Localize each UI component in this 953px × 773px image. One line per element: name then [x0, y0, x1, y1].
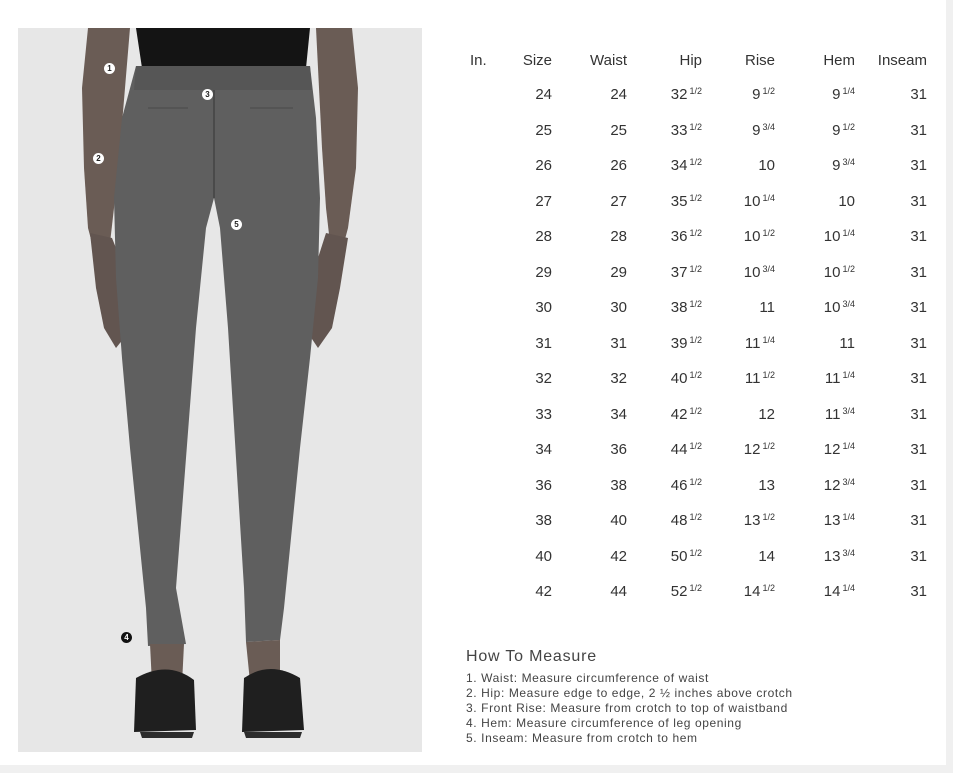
cell-rise-value: 14	[743, 583, 761, 601]
measure-marker-3: 3	[202, 89, 213, 100]
cell-inseam-value: 31	[910, 121, 927, 139]
cell-size-value: 29	[535, 263, 552, 281]
cell-hem-value: 11	[839, 334, 855, 352]
cell-inseam	[855, 184, 927, 220]
cell-rise	[702, 503, 775, 539]
table-row	[460, 184, 927, 220]
cell-rise	[702, 432, 775, 468]
cell-size	[506, 326, 552, 362]
how-to-measure-item: 1. Waist: Measure circumference of waist	[466, 671, 709, 685]
cell-inseam-value: 31	[910, 263, 927, 281]
cell-unit	[460, 361, 506, 397]
cell-inseam	[855, 113, 927, 149]
cell-size	[506, 574, 552, 610]
cell-size-value: 26	[535, 157, 552, 175]
cell-size-value: 25	[535, 121, 552, 139]
cell-waist	[552, 503, 627, 539]
header-unit: In.	[470, 51, 487, 69]
cell-inseam-value: 31	[910, 583, 927, 601]
cell-unit	[460, 77, 506, 113]
cell-hip-value: 50	[670, 547, 688, 565]
cell-hip-fraction: 1/2	[689, 299, 702, 310]
cell-hip-value: 52	[670, 583, 688, 601]
cell-hem-value: 10	[823, 228, 841, 246]
cell-inseam	[855, 77, 927, 113]
cell-rise	[702, 397, 775, 433]
cell-hip-fraction: 1/2	[689, 547, 702, 558]
cell-waist	[552, 539, 627, 575]
cell-hem-fraction: 1/2	[842, 263, 855, 274]
cell-hip-value: 38	[670, 299, 688, 317]
cell-unit	[460, 397, 506, 433]
cell-inseam-value: 31	[910, 512, 927, 530]
how-to-measure-item: 3. Front Rise: Measure from crotch to top of waistband	[466, 701, 788, 715]
cell-inseam	[855, 148, 927, 184]
cell-hip-fraction: 1/2	[689, 441, 702, 452]
cell-hem-value: 12	[823, 476, 841, 494]
cell-size	[506, 290, 552, 326]
cell-hip	[627, 432, 702, 468]
cell-hem-fraction: 3/4	[842, 157, 855, 168]
cell-hem-value: 9	[832, 121, 841, 139]
table-header-row	[460, 43, 927, 77]
table-row	[460, 113, 927, 149]
cell-hem-value: 11	[824, 405, 841, 423]
table-row	[460, 77, 927, 113]
cell-size-value: 27	[535, 192, 552, 210]
cell-hip	[627, 184, 702, 220]
cell-hip	[627, 361, 702, 397]
header-size: Size	[522, 51, 552, 69]
cell-inseam	[855, 503, 927, 539]
cell-hem	[775, 219, 855, 255]
cell-hem	[775, 326, 855, 362]
cell-hip	[627, 290, 702, 326]
cell-inseam-value: 31	[910, 405, 927, 423]
cell-hem-value: 13	[823, 547, 841, 565]
cell-hem-fraction: 1/4	[842, 583, 855, 594]
cell-size-value: 33	[535, 405, 552, 423]
cell-waist-value: 30	[610, 299, 627, 317]
cell-size	[506, 255, 552, 291]
cell-hem-fraction: 3/4	[842, 405, 855, 416]
cell-hip-fraction: 1/2	[689, 192, 702, 203]
cell-rise	[702, 539, 775, 575]
header-rise: Rise	[744, 51, 775, 69]
cell-inseam	[855, 219, 927, 255]
cell-hem	[775, 184, 855, 220]
cell-hip-value: 40	[670, 370, 688, 388]
cell-hip-fraction: 1/2	[689, 228, 702, 239]
cell-size	[506, 184, 552, 220]
cell-unit	[460, 574, 506, 610]
cell-waist	[552, 148, 627, 184]
cell-waist-value: 24	[610, 86, 627, 104]
cell-inseam	[855, 468, 927, 504]
size-chart-table	[460, 43, 927, 610]
cell-size-value: 42	[535, 583, 552, 601]
cell-rise-value: 10	[743, 228, 761, 246]
cell-inseam	[855, 326, 927, 362]
cell-waist-value: 36	[610, 441, 627, 459]
cell-hip-fraction: 1/2	[689, 334, 702, 345]
cell-hip	[627, 468, 702, 504]
cell-hem	[775, 397, 855, 433]
cell-rise	[702, 77, 775, 113]
cell-hem-value: 9	[832, 86, 841, 104]
cell-rise-value: 9	[752, 121, 761, 139]
cell-inseam-value: 31	[910, 334, 927, 352]
cell-hip-value: 37	[670, 263, 688, 281]
cell-unit	[460, 255, 506, 291]
table-row	[460, 468, 927, 504]
table-row	[460, 219, 927, 255]
cell-rise-fraction: 1/4	[762, 334, 775, 345]
cell-hem-value: 10	[823, 263, 841, 281]
cell-hip-value: 46	[670, 476, 688, 494]
cell-hem-fraction: 3/4	[842, 476, 855, 487]
cell-rise-fraction: 1/2	[762, 86, 775, 97]
cell-hip-fraction: 1/2	[689, 86, 702, 97]
table-row	[460, 290, 927, 326]
cell-waist	[552, 432, 627, 468]
cell-rise	[702, 255, 775, 291]
cell-unit	[460, 468, 506, 504]
cell-size	[506, 432, 552, 468]
measure-marker-4: 4	[121, 632, 132, 643]
cell-size-value: 30	[535, 299, 552, 317]
cell-hem	[775, 468, 855, 504]
cell-rise-fraction: 1/2	[762, 583, 775, 594]
cell-rise-value: 14	[758, 547, 775, 565]
cell-rise-fraction: 1/2	[762, 441, 775, 452]
cell-hip-value: 39	[670, 334, 688, 352]
cell-size	[506, 77, 552, 113]
cell-rise-fraction: 1/4	[762, 192, 775, 203]
cell-hem-value: 13	[823, 512, 841, 530]
cell-waist-value: 25	[610, 121, 627, 139]
cell-hem-fraction: 1/4	[842, 228, 855, 239]
cell-unit	[460, 113, 506, 149]
cell-size	[506, 397, 552, 433]
cell-inseam	[855, 255, 927, 291]
cell-waist-value: 42	[610, 547, 627, 565]
cell-unit	[460, 290, 506, 326]
cell-hem	[775, 574, 855, 610]
cell-hip	[627, 397, 702, 433]
cell-size	[506, 503, 552, 539]
cell-hem-fraction: 1/4	[842, 512, 855, 523]
cell-rise-value: 10	[758, 157, 775, 175]
cell-size-value: 36	[535, 476, 552, 494]
cell-rise	[702, 290, 775, 326]
how-to-measure-item: 4. Hem: Measure circumference of leg opening	[466, 716, 742, 730]
cell-rise	[702, 326, 775, 362]
cell-size	[506, 113, 552, 149]
cell-size	[506, 468, 552, 504]
cell-hem	[775, 361, 855, 397]
cell-hip	[627, 77, 702, 113]
model-photo	[18, 28, 422, 752]
cell-hem	[775, 255, 855, 291]
cell-inseam	[855, 539, 927, 575]
cell-hip-value: 33	[670, 121, 688, 139]
cell-inseam	[855, 397, 927, 433]
cell-size-value: 40	[535, 547, 552, 565]
cell-rise-fraction: 1/2	[762, 370, 775, 381]
cell-rise-fraction: 3/4	[762, 121, 775, 132]
cell-rise	[702, 113, 775, 149]
cell-unit	[460, 219, 506, 255]
cell-waist-value: 32	[610, 370, 627, 388]
cell-hip	[627, 326, 702, 362]
how-to-measure-title: How To Measure	[466, 648, 597, 665]
cell-waist	[552, 361, 627, 397]
cell-rise-fraction: 1/2	[762, 512, 775, 523]
cell-hem	[775, 539, 855, 575]
cell-hem	[775, 503, 855, 539]
cell-size	[506, 539, 552, 575]
cell-size	[506, 219, 552, 255]
cell-hip	[627, 574, 702, 610]
table-row	[460, 255, 927, 291]
table-row	[460, 503, 927, 539]
cell-waist	[552, 290, 627, 326]
cell-unit	[460, 148, 506, 184]
cell-rise-value: 11	[744, 334, 761, 352]
cell-hem-fraction: 1/4	[842, 370, 855, 381]
table-row	[460, 397, 927, 433]
measure-marker-5: 5	[231, 219, 242, 230]
cell-inseam-value: 31	[910, 299, 927, 317]
jeans-model-illustration	[18, 28, 422, 752]
header-waist: Waist	[590, 51, 627, 69]
cell-size-value: 38	[535, 512, 552, 530]
cell-waist	[552, 184, 627, 220]
cell-hip-value: 44	[670, 441, 688, 459]
cell-hem	[775, 432, 855, 468]
cell-hem-fraction: 1/2	[842, 121, 855, 132]
cell-waist	[552, 219, 627, 255]
cell-hip	[627, 255, 702, 291]
cell-hip-value: 48	[670, 512, 688, 530]
cell-inseam	[855, 290, 927, 326]
cell-hem-value: 12	[823, 441, 841, 459]
cell-rise-fraction: 3/4	[762, 263, 775, 274]
cell-hip	[627, 503, 702, 539]
cell-inseam	[855, 361, 927, 397]
cell-waist	[552, 574, 627, 610]
cell-hem-value: 10	[838, 192, 855, 210]
cell-hip-fraction: 1/2	[689, 405, 702, 416]
cell-rise	[702, 468, 775, 504]
header-hem: Hem	[823, 51, 855, 69]
cell-waist-value: 27	[610, 192, 627, 210]
cell-size-value: 28	[535, 228, 552, 246]
header-inseam: Inseam	[877, 51, 927, 69]
cell-hip-value: 34	[670, 157, 688, 175]
cell-size-value: 34	[535, 441, 552, 459]
cell-waist	[552, 326, 627, 362]
cell-inseam	[855, 432, 927, 468]
cell-inseam-value: 31	[910, 228, 927, 246]
measure-marker-2: 2	[93, 153, 104, 164]
how-to-measure-list	[466, 671, 793, 746]
cell-hem	[775, 148, 855, 184]
cell-hip-value: 42	[670, 405, 688, 423]
cell-unit	[460, 539, 506, 575]
cell-hip	[627, 148, 702, 184]
cell-hip-value: 35	[670, 192, 688, 210]
cell-waist	[552, 255, 627, 291]
cell-rise-value: 9	[752, 86, 761, 104]
table-row	[460, 326, 927, 362]
table-row	[460, 148, 927, 184]
cell-inseam-value: 31	[910, 370, 927, 388]
cell-waist-value: 31	[610, 334, 627, 352]
cell-size	[506, 148, 552, 184]
how-to-measure	[466, 648, 793, 746]
cell-hem-value: 10	[823, 299, 841, 317]
cell-rise	[702, 184, 775, 220]
cell-inseam	[855, 574, 927, 610]
cell-unit	[460, 432, 506, 468]
cell-rise	[702, 574, 775, 610]
cell-hem-value: 9	[832, 157, 841, 175]
cell-hem	[775, 290, 855, 326]
cell-hip	[627, 113, 702, 149]
cell-rise-value: 10	[743, 192, 761, 210]
cell-waist-value: 29	[610, 263, 627, 281]
cell-waist	[552, 397, 627, 433]
cell-waist-value: 44	[610, 583, 627, 601]
cell-rise-value: 13	[758, 476, 775, 494]
cell-rise	[702, 148, 775, 184]
table-row	[460, 574, 927, 610]
cell-hip-fraction: 1/2	[689, 370, 702, 381]
cell-inseam-value: 31	[910, 192, 927, 210]
measure-marker-1: 1	[104, 63, 115, 74]
cell-hip	[627, 539, 702, 575]
cell-hem	[775, 77, 855, 113]
cell-hip-value: 36	[670, 228, 688, 246]
cell-hip-fraction: 1/2	[689, 476, 702, 487]
cell-rise-value: 11	[759, 299, 775, 317]
cell-hem	[775, 113, 855, 149]
cell-waist-value: 34	[610, 405, 627, 423]
cell-waist	[552, 468, 627, 504]
cell-hem-value: 14	[823, 583, 841, 601]
cell-rise-fraction: 1/2	[762, 228, 775, 239]
cell-rise-value: 12	[758, 405, 775, 423]
cell-size	[506, 361, 552, 397]
cell-waist-value: 28	[610, 228, 627, 246]
cell-waist-value: 40	[610, 512, 627, 530]
cell-unit	[460, 503, 506, 539]
cell-waist	[552, 113, 627, 149]
cell-waist-value: 26	[610, 157, 627, 175]
table-row	[460, 432, 927, 468]
cell-rise-value: 13	[743, 512, 761, 530]
how-to-measure-item: 2. Hip: Measure edge to edge, 2 ½ inches above crotch	[466, 686, 793, 700]
header-hip: Hip	[679, 51, 702, 69]
cell-unit	[460, 326, 506, 362]
cell-hem-value: 11	[824, 370, 841, 388]
cell-waist	[552, 77, 627, 113]
how-to-measure-item: 5. Inseam: Measure from crotch to hem	[466, 731, 698, 745]
table-row	[460, 539, 927, 575]
cell-unit	[460, 184, 506, 220]
cell-inseam-value: 31	[910, 86, 927, 104]
table-row	[460, 361, 927, 397]
cell-hem-fraction: 3/4	[842, 299, 855, 310]
cell-waist-value: 38	[610, 476, 627, 494]
cell-hip-fraction: 1/2	[689, 583, 702, 594]
cell-size-value: 24	[535, 86, 552, 104]
cell-hem-fraction: 1/4	[842, 86, 855, 97]
cell-hip-value: 32	[670, 86, 688, 104]
cell-hem-fraction: 3/4	[842, 547, 855, 558]
cell-inseam-value: 31	[910, 547, 927, 565]
cell-rise	[702, 219, 775, 255]
cell-rise	[702, 361, 775, 397]
cell-hip-fraction: 1/2	[689, 121, 702, 132]
cell-inseam-value: 31	[910, 441, 927, 459]
cell-hip-fraction: 1/2	[689, 512, 702, 523]
cell-inseam-value: 31	[910, 476, 927, 494]
cell-rise-value: 12	[743, 441, 761, 459]
cell-rise-value: 10	[743, 263, 761, 281]
cell-inseam-value: 31	[910, 157, 927, 175]
cell-hip	[627, 219, 702, 255]
cell-rise-value: 11	[744, 370, 761, 388]
cell-size-value: 31	[535, 334, 552, 352]
cell-size-value: 32	[535, 370, 552, 388]
cell-hem-fraction: 1/4	[842, 441, 855, 452]
size-chart-body	[460, 77, 927, 610]
cell-hip-fraction: 1/2	[689, 157, 702, 168]
cell-hip-fraction: 1/2	[689, 263, 702, 274]
